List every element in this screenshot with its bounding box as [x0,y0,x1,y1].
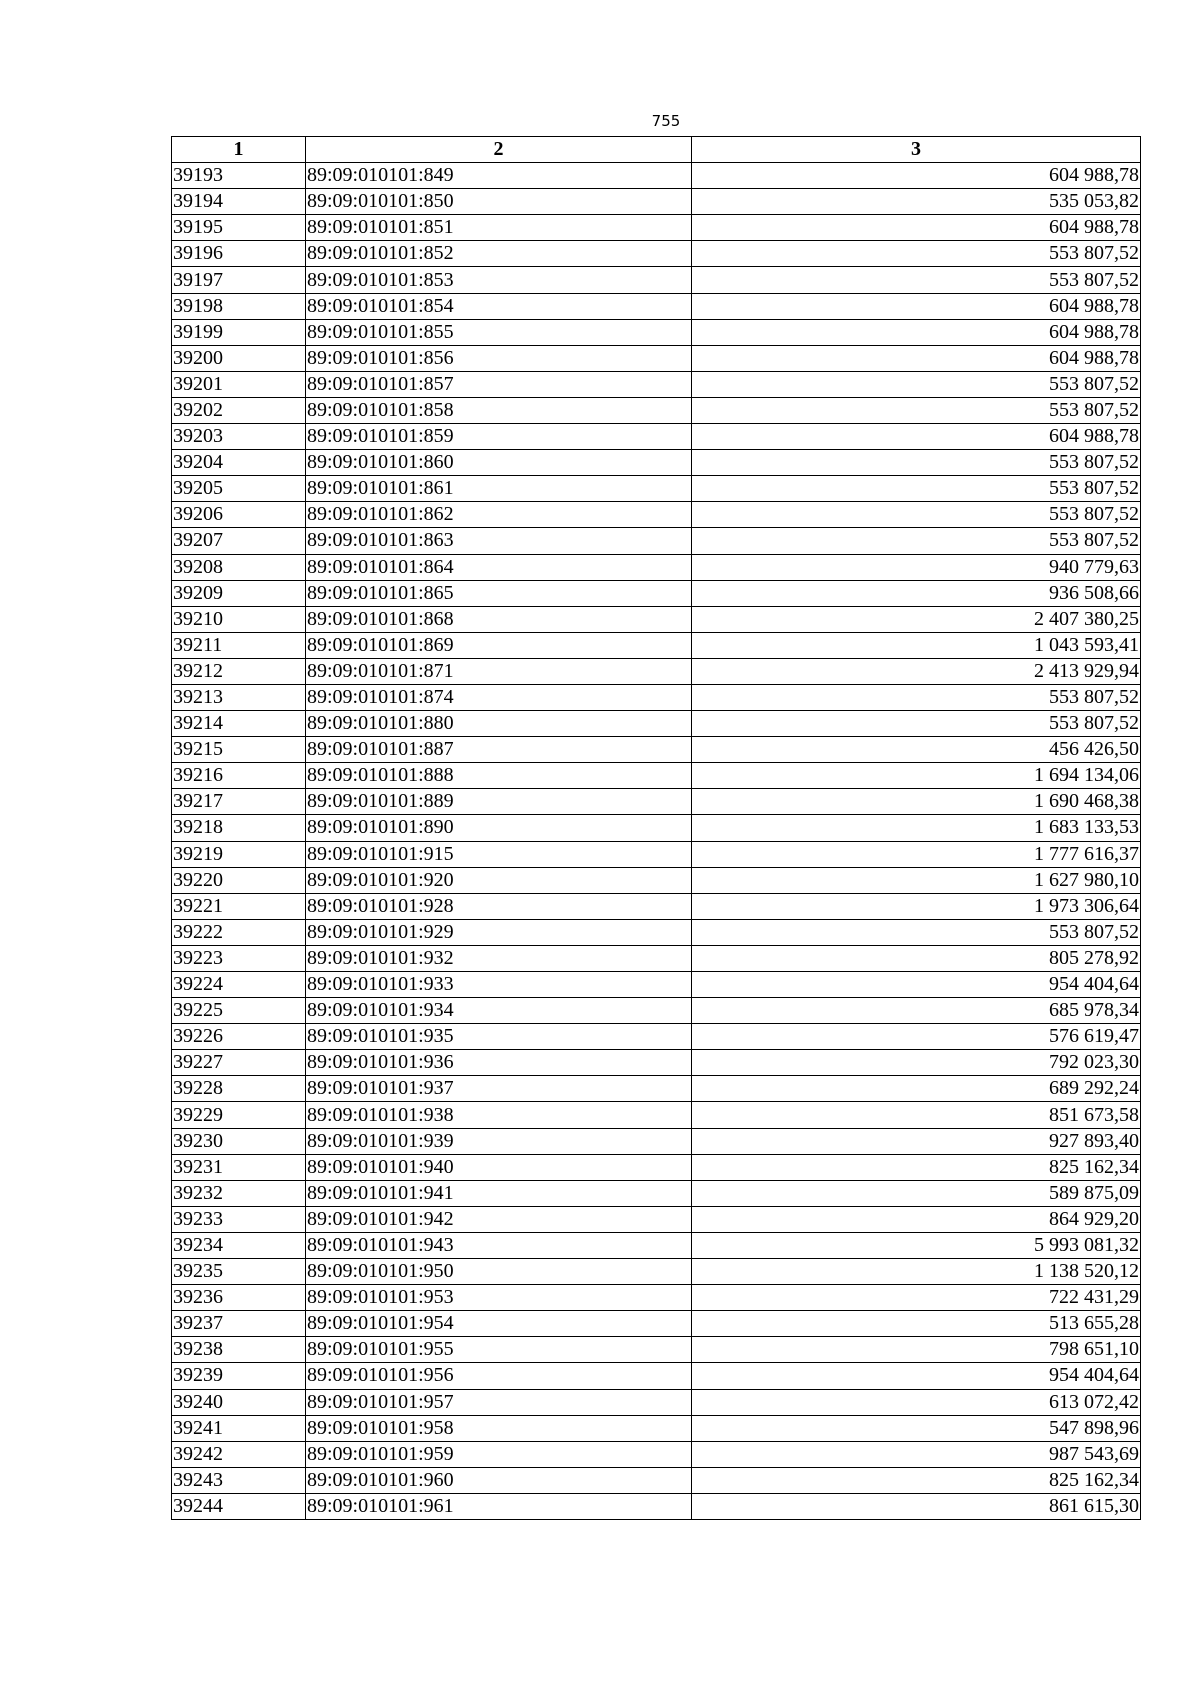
row-number-cell: 39230 [172,1128,306,1154]
table-row [172,424,1141,450]
row-number-cell: 39207 [172,528,306,554]
table-row [172,450,1141,476]
table-row [172,397,1141,423]
cadastral-number-cell: 89:09:010101:936 [306,1050,692,1076]
value-cell: 861 615,30 [692,1493,1141,1519]
value-cell: 1 043 593,41 [692,632,1141,658]
row-number-cell: 39193 [172,163,306,189]
cadastral-number-cell: 89:09:010101:954 [306,1311,692,1337]
value-cell: 940 779,63 [692,554,1141,580]
row-number-cell: 39233 [172,1206,306,1232]
table-row [172,1337,1141,1363]
row-number-cell: 39206 [172,502,306,528]
cadastral-number-cell: 89:09:010101:888 [306,763,692,789]
cadastral-number-cell: 89:09:010101:959 [306,1441,692,1467]
row-number-cell: 39218 [172,815,306,841]
column-header-1: 1 [172,137,306,163]
value-cell: 954 404,64 [692,972,1141,998]
cadastral-number-cell: 89:09:010101:855 [306,319,692,345]
value-cell: 553 807,52 [692,371,1141,397]
row-number-cell: 39223 [172,945,306,971]
table-row [172,502,1141,528]
cadastral-number-cell: 89:09:010101:858 [306,397,692,423]
cadastral-number-cell: 89:09:010101:852 [306,241,692,267]
cadastral-number-cell: 89:09:010101:937 [306,1076,692,1102]
header-row [172,137,1141,163]
row-number-cell: 39194 [172,189,306,215]
table-row [172,1415,1141,1441]
value-cell: 553 807,52 [692,684,1141,710]
value-cell: 604 988,78 [692,424,1141,450]
row-number-cell: 39227 [172,1050,306,1076]
table-row [172,815,1141,841]
row-number-cell: 39204 [172,450,306,476]
row-number-cell: 39214 [172,711,306,737]
cadastral-number-cell: 89:09:010101:940 [306,1154,692,1180]
cadastral-number-cell: 89:09:010101:860 [306,450,692,476]
value-cell: 2 413 929,94 [692,658,1141,684]
table-row [172,241,1141,267]
table-row [172,476,1141,502]
value-cell: 927 893,40 [692,1128,1141,1154]
value-cell: 553 807,52 [692,267,1141,293]
value-cell: 576 619,47 [692,1024,1141,1050]
cadastral-number-cell: 89:09:010101:865 [306,580,692,606]
value-cell: 851 673,58 [692,1102,1141,1128]
row-number-cell: 39228 [172,1076,306,1102]
table-row [172,711,1141,737]
value-cell: 954 404,64 [692,1363,1141,1389]
cadastral-number-cell: 89:09:010101:939 [306,1128,692,1154]
value-cell: 604 988,78 [692,215,1141,241]
table-row [172,1206,1141,1232]
cadastral-number-cell: 89:09:010101:851 [306,215,692,241]
table-row [172,606,1141,632]
value-cell: 553 807,52 [692,476,1141,502]
row-number-cell: 39210 [172,606,306,632]
row-number-cell: 39237 [172,1311,306,1337]
value-cell: 1 694 134,06 [692,763,1141,789]
table-row [172,345,1141,371]
value-cell: 722 431,29 [692,1285,1141,1311]
table-row [172,1024,1141,1050]
table-row [172,893,1141,919]
table-row [172,580,1141,606]
table-row [172,1363,1141,1389]
value-cell: 613 072,42 [692,1389,1141,1415]
row-number-cell: 39240 [172,1389,306,1415]
row-number-cell: 39195 [172,215,306,241]
cadastral-number-cell: 89:09:010101:933 [306,972,692,998]
value-cell: 535 053,82 [692,189,1141,215]
row-number-cell: 39203 [172,424,306,450]
value-cell: 604 988,78 [692,163,1141,189]
value-cell: 1 683 133,53 [692,815,1141,841]
cadastral-number-cell: 89:09:010101:932 [306,945,692,971]
cadastral-number-cell: 89:09:010101:871 [306,658,692,684]
cadastral-number-cell: 89:09:010101:928 [306,893,692,919]
table-row [172,972,1141,998]
table-row [172,163,1141,189]
value-cell: 864 929,20 [692,1206,1141,1232]
row-number-cell: 39232 [172,1180,306,1206]
cadastral-number-cell: 89:09:010101:853 [306,267,692,293]
cadastral-number-cell: 89:09:010101:861 [306,476,692,502]
value-cell: 604 988,78 [692,293,1141,319]
table-row [172,998,1141,1024]
table-row [172,1389,1141,1415]
row-number-cell: 39244 [172,1493,306,1519]
row-number-cell: 39222 [172,919,306,945]
table-row [172,1232,1141,1258]
value-cell: 456 426,50 [692,737,1141,763]
table-body [172,163,1141,1520]
value-cell: 936 508,66 [692,580,1141,606]
column-header-2: 2 [306,137,692,163]
cadastral-number-cell: 89:09:010101:961 [306,1493,692,1519]
table-row [172,867,1141,893]
cadastral-number-cell: 89:09:010101:958 [306,1415,692,1441]
value-cell: 553 807,52 [692,502,1141,528]
row-number-cell: 39229 [172,1102,306,1128]
table-row [172,1128,1141,1154]
value-cell: 589 875,09 [692,1180,1141,1206]
row-number-cell: 39202 [172,397,306,423]
row-number-cell: 39211 [172,632,306,658]
value-cell: 825 162,34 [692,1154,1141,1180]
cadastral-number-cell: 89:09:010101:889 [306,789,692,815]
value-cell: 553 807,52 [692,450,1141,476]
value-cell: 1 973 306,64 [692,893,1141,919]
cadastral-number-cell: 89:09:010101:960 [306,1467,692,1493]
cadastral-number-cell: 89:09:010101:941 [306,1180,692,1206]
cadastral-number-cell: 89:09:010101:849 [306,163,692,189]
value-cell: 553 807,52 [692,241,1141,267]
cadastral-value-table [171,136,1141,1520]
row-number-cell: 39205 [172,476,306,502]
row-number-cell: 39242 [172,1441,306,1467]
row-number-cell: 39239 [172,1363,306,1389]
row-number-cell: 39219 [172,841,306,867]
value-cell: 553 807,52 [692,711,1141,737]
cadastral-number-cell: 89:09:010101:942 [306,1206,692,1232]
row-number-cell: 39215 [172,737,306,763]
cadastral-number-cell: 89:09:010101:859 [306,424,692,450]
row-number-cell: 39225 [172,998,306,1024]
cadastral-number-cell: 89:09:010101:850 [306,189,692,215]
value-cell: 547 898,96 [692,1415,1141,1441]
table-row [172,1076,1141,1102]
table-row [172,1154,1141,1180]
cadastral-number-cell: 89:09:010101:955 [306,1337,692,1363]
value-cell: 1 777 616,37 [692,841,1141,867]
cadastral-number-cell: 89:09:010101:856 [306,345,692,371]
row-number-cell: 39226 [172,1024,306,1050]
value-cell: 825 162,34 [692,1467,1141,1493]
row-number-cell: 39231 [172,1154,306,1180]
table-row [172,528,1141,554]
table-row [172,632,1141,658]
table-row [172,1050,1141,1076]
cadastral-number-cell: 89:09:010101:957 [306,1389,692,1415]
cadastral-number-cell: 89:09:010101:920 [306,867,692,893]
row-number-cell: 39241 [172,1415,306,1441]
table-row [172,945,1141,971]
value-cell: 1 690 468,38 [692,789,1141,815]
cadastral-number-cell: 89:09:010101:943 [306,1232,692,1258]
row-number-cell: 39212 [172,658,306,684]
table-row [172,189,1141,215]
value-cell: 798 651,10 [692,1337,1141,1363]
cadastral-number-cell: 89:09:010101:880 [306,711,692,737]
table-row [172,684,1141,710]
row-number-cell: 39213 [172,684,306,710]
cadastral-number-cell: 89:09:010101:869 [306,632,692,658]
cadastral-number-cell: 89:09:010101:890 [306,815,692,841]
table-row [172,1493,1141,1519]
row-number-cell: 39198 [172,293,306,319]
table-row [172,1259,1141,1285]
table-row [172,1180,1141,1206]
row-number-cell: 39197 [172,267,306,293]
cadastral-number-cell: 89:09:010101:934 [306,998,692,1024]
table-row [172,658,1141,684]
value-cell: 553 807,52 [692,528,1141,554]
value-cell: 987 543,69 [692,1441,1141,1467]
row-number-cell: 39221 [172,893,306,919]
table-row [172,293,1141,319]
value-cell: 5 993 081,32 [692,1232,1141,1258]
table-row [172,267,1141,293]
value-cell: 513 655,28 [692,1311,1141,1337]
row-number-cell: 39201 [172,371,306,397]
value-cell: 604 988,78 [692,319,1141,345]
cadastral-number-cell: 89:09:010101:854 [306,293,692,319]
column-header-3: 3 [692,137,1141,163]
row-number-cell: 39216 [172,763,306,789]
row-number-cell: 39243 [172,1467,306,1493]
table-row [172,554,1141,580]
table-row [172,789,1141,815]
row-number-cell: 39217 [172,789,306,815]
table-row [172,1285,1141,1311]
cadastral-number-cell: 89:09:010101:874 [306,684,692,710]
value-cell: 553 807,52 [692,919,1141,945]
row-number-cell: 39238 [172,1337,306,1363]
page-number: 755 [651,112,681,130]
value-cell: 805 278,92 [692,945,1141,971]
value-cell: 2 407 380,25 [692,606,1141,632]
cadastral-number-cell: 89:09:010101:857 [306,371,692,397]
cadastral-number-cell: 89:09:010101:935 [306,1024,692,1050]
cadastral-number-cell: 89:09:010101:950 [306,1259,692,1285]
value-cell: 1 627 980,10 [692,867,1141,893]
cadastral-number-cell: 89:09:010101:938 [306,1102,692,1128]
table-row [172,737,1141,763]
row-number-cell: 39235 [172,1259,306,1285]
table-row [172,841,1141,867]
row-number-cell: 39196 [172,241,306,267]
value-cell: 685 978,34 [692,998,1141,1024]
row-number-cell: 39199 [172,319,306,345]
cadastral-number-cell: 89:09:010101:915 [306,841,692,867]
row-number-cell: 39209 [172,580,306,606]
row-number-cell: 39220 [172,867,306,893]
table-row [172,919,1141,945]
cadastral-number-cell: 89:09:010101:929 [306,919,692,945]
row-number-cell: 39224 [172,972,306,998]
cadastral-number-cell: 89:09:010101:956 [306,1363,692,1389]
table-row [172,1441,1141,1467]
value-cell: 1 138 520,12 [692,1259,1141,1285]
cadastral-number-cell: 89:09:010101:862 [306,502,692,528]
value-cell: 792 023,30 [692,1050,1141,1076]
row-number-cell: 39200 [172,345,306,371]
table-row [172,215,1141,241]
cadastral-number-cell: 89:09:010101:868 [306,606,692,632]
value-cell: 604 988,78 [692,345,1141,371]
cadastral-number-cell: 89:09:010101:864 [306,554,692,580]
row-number-cell: 39234 [172,1232,306,1258]
cadastral-number-cell: 89:09:010101:953 [306,1285,692,1311]
table-row [172,371,1141,397]
value-cell: 553 807,52 [692,397,1141,423]
table-row [172,763,1141,789]
table-row [172,1467,1141,1493]
table-row [172,319,1141,345]
table-header [172,137,1141,163]
table-row [172,1102,1141,1128]
value-cell: 689 292,24 [692,1076,1141,1102]
row-number-cell: 39236 [172,1285,306,1311]
table-row [172,1311,1141,1337]
cadastral-number-cell: 89:09:010101:887 [306,737,692,763]
row-number-cell: 39208 [172,554,306,580]
cadastral-number-cell: 89:09:010101:863 [306,528,692,554]
